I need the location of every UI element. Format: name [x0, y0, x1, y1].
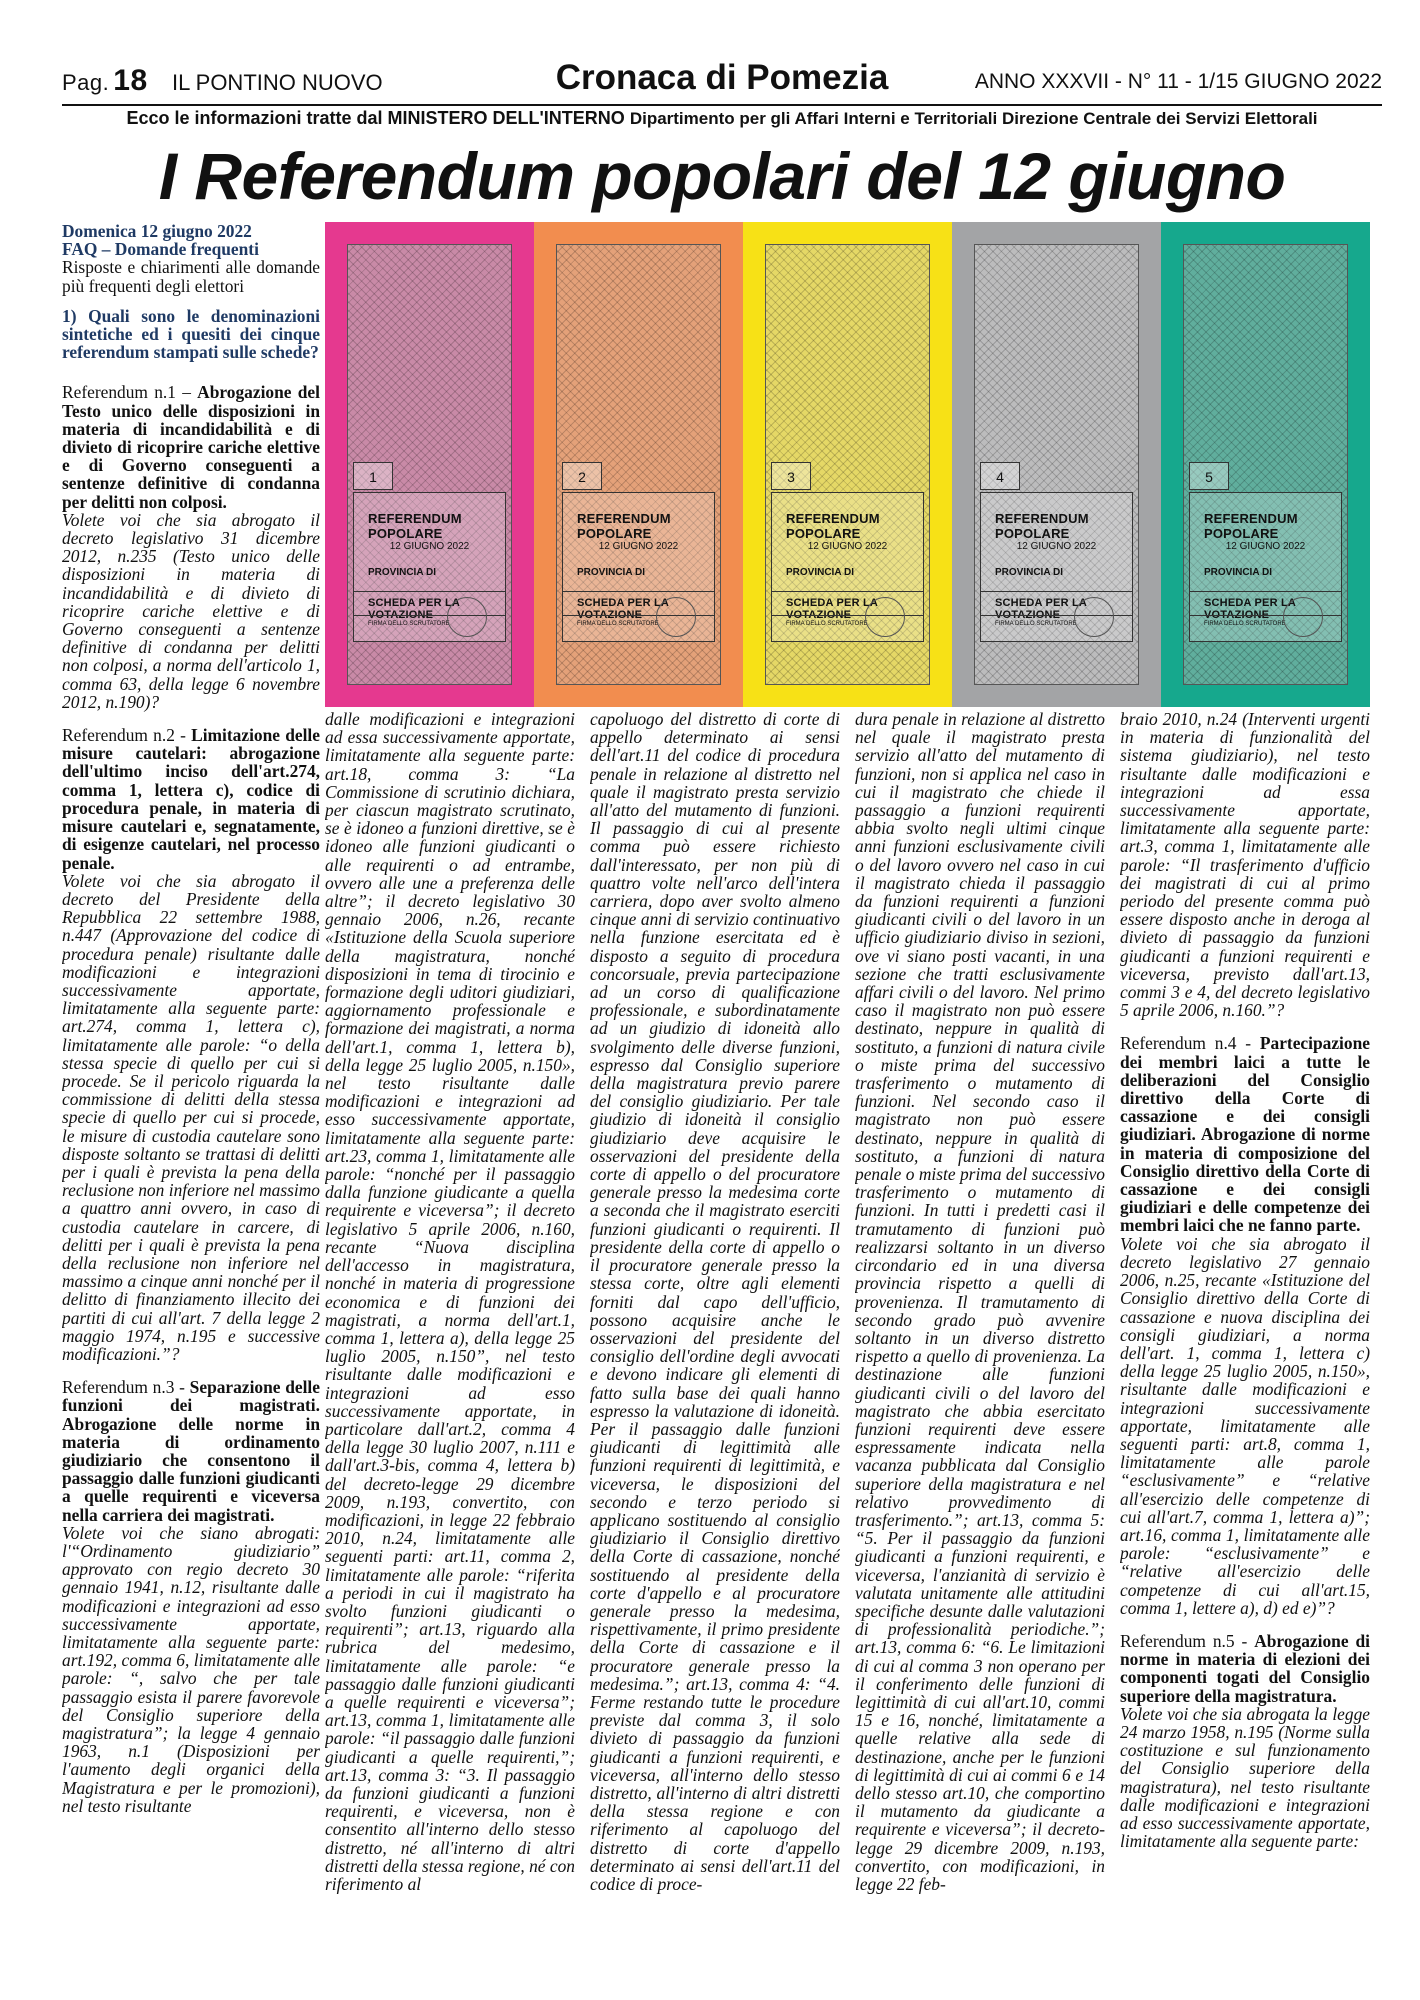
referendum-4-text: Volete voi che sia abrogato il decreto legislativo 27 gennaio 2006, n.25, recante «Istituzione del Consiglio direttivo della Corte di cassazione e nuova disciplina dei consigli giudiziari, a norma dell'art. 1, comma 1, lettera c) della legge 25 luglio 2005, n.150», risultante dalle modificazioni e integrazioni successivamente apportate, limitatamente alle seguenti parti: art.8, comma 1, limitatamente alle parole “esclusivamente” e “relative all'esercizio delle competenze di cui all'art.7, comma 1, lettera a)”; art.16, comma 1, limitatamente alle parole: “esclusivamente” e “relative all'esercizio delle competenze di cui all'art.15, comma 1, lettere a), d) ed e)”? [1120, 1233, 1370, 1618]
ballot-stamp-circle [1283, 597, 1323, 637]
ballot-number: 2 [562, 462, 602, 490]
ballot-title: REFERENDUM POPOLARE [995, 511, 1089, 541]
referendum-3-text: Volete voi che siano abrogati: l'“Ordinamento giudiziario” approvato con regio decreto 30 gennaio 1941, n.12, risultante dalle modificazioni e integrazioni ad esso successivamente apportate, limitatamente alla seguente parte: art.192, comma 6, limitatamente alle parole: “, salvo che per tale passaggio esista il parere favorevole del Consiglio superiore della magistratura”; la legge 4 gennaio 1963, n.1 (Disposizioni per l'aumento degli organici della Magistratura e per le promozioni), nel testo risultante [62, 1522, 320, 1816]
text-column-1 [62, 222, 320, 1957]
ballot-province: PROVINCIA DI [786, 567, 854, 578]
ballot-label-box [771, 492, 924, 642]
referendum-2-text: Volete voi che sia abrogato il decreto del Presidente della Repubblica 22 settembre 1988, n.447 (Approvazione del codice di procedura penale) risultante dalle modificazioni e integrazioni successivamente apportate, limitatamente alla seguente parte: art.274, comma 1, lettera c), limitatamente alle parole: “o della stessa specie di quello per cui si procede. Se il pericolo riguarda la commissione di delitti della stessa specie di quello per cui si procede, le misure di custodia cautelare sono disposte soltanto se trattasi di delitti per i quali è prevista la pena della reclusione non inferiore nel massimo a quattro anni ovvero, in caso di custodia cautelare in carcere, di delitti per i quali è prevista la pena della reclusione non inferiore nel massimo a cinque anni nonché per il delitto di finanziamento illecito dei partiti di cui all'art. 7 della legge 2 maggio 1974, n.195 e successive modificazioni.”? [62, 870, 320, 1364]
ballot-date: 12 GIUGNO 2022 [1225, 541, 1306, 552]
ballot-4 [952, 222, 1161, 707]
referendum-1 [62, 383, 320, 711]
referendum-2 [62, 726, 320, 1363]
faq-intro: Risposte e chiarimenti alle domande più frequenti degli elettori [62, 257, 320, 296]
referendum-5 [1120, 1632, 1370, 1850]
referendum-4 [1120, 1034, 1370, 1617]
referendum-5-text: Volete voi che sia abrogata la legge 24 marzo 1958, n.195 (Norme sulla costituzione e sul funzionamento del Consiglio superiore della magistratura), nel testo risultante dalle modificazioni e integrazioni ad esso successivamente apportate, limitatamente alla seguente parte: [1120, 1703, 1370, 1852]
ballot-title: REFERENDUM POPOLARE [577, 511, 671, 541]
source-intro: Ecco le informazioni tratte dal MINISTERO DELL'INTERNO [126, 108, 625, 128]
ballot-firma: FIRMA DELLO SCRUTATORE [1204, 621, 1286, 627]
referendum-5-label: Referendum n.5 - [1120, 1630, 1248, 1651]
faq-title: FAQ – Domande frequenti [62, 239, 259, 260]
column-5-text: braio 2010, n.24 (Interventi urgenti in materia di funzionalità del sistema giudiziario), nel testo risultante dalle modificazioni e integrazioni ad essa successivamente apportate, limitatamente alla seguente parte: art.3, comma 1, limitatamente alle parole: “Il trasferimento d'ufficio dei magistrati di cui al primo periodo del presente comma può essere disposto anche in deroga al divieto di passaggio da funzioni giudicanti a funzioni requirenti e viceversa, previsto dall'art.13, commi 3 e 4, del decreto legislativo 5 aprile 2006, n.160.”? [1120, 710, 1370, 1021]
text-column-4 [855, 710, 1105, 1958]
text-column-2 [325, 710, 575, 1958]
date-line: Domenica 12 giugno 2022 [62, 222, 252, 241]
issue-info: ANNO XXXVII - N° 11 - 1/15 GIUGNO 2022 [974, 70, 1382, 93]
ballot-province: PROVINCIA DI [368, 567, 436, 578]
ballot-1 [325, 222, 534, 707]
referendum-1-text: Volete voi che sia abrogato il decreto legislativo 31 dicembre 2012, n.235 (Testo unico delle disposizioni in materia di incandidabilità e di divieto di ricoprire cariche elettive e di Governo conseguenti a sentenze definitive di condanna per delitti non colposi, a norma dell'articolo 1, comma 63, della legge 6 novembre 2012, n.190)? [62, 509, 320, 712]
ballot-label-box [562, 492, 715, 642]
ballot-title: REFERENDUM POPOLARE [786, 511, 880, 541]
referendum-3-title: Separazione delle funzioni dei magistrati. Abrogazione delle norme in materia di ordinamento giudiziario che consentono il passaggio dalle funzioni giudicanti a quelle requirenti e viceversa nella carriera dei magistrati. [62, 1377, 320, 1525]
ballot-province: PROVINCIA DI [577, 567, 645, 578]
ballot-firma: FIRMA DELLO SCRUTATORE [786, 621, 868, 627]
ballot-firma: FIRMA DELLO SCRUTATORE [577, 621, 659, 627]
ballot-date: 12 GIUGNO 2022 [389, 541, 470, 552]
ballot-scheda: SCHEDA PER LA VOTAZIONE [368, 597, 460, 621]
ballot-3 [743, 222, 952, 707]
ballot-stamp-circle [1074, 597, 1114, 637]
ballot-label-box [353, 492, 506, 642]
page-number: 18 [113, 64, 148, 97]
ballot-stamp-circle [865, 597, 905, 637]
text-column-3 [590, 710, 840, 1958]
ballot-date: 12 GIUGNO 2022 [598, 541, 679, 552]
ballot-scheda: SCHEDA PER LA VOTAZIONE [1204, 597, 1296, 621]
ballot-province: PROVINCIA DI [1204, 567, 1272, 578]
referendum-5-title: Abrogazione di norme in materia di elezioni dei componenti togati del Consiglio superiore della magistratura. [1120, 1630, 1370, 1706]
referendum-1-label: Referendum n.1 – [62, 382, 191, 403]
ballot-stamp-circle [447, 597, 487, 637]
ballot-date: 12 GIUGNO 2022 [1016, 541, 1097, 552]
ballot-title: REFERENDUM POPOLARE [1204, 511, 1298, 541]
ballot-number: 5 [1189, 462, 1229, 490]
ballot-title: REFERENDUM POPOLARE [368, 511, 462, 541]
ballot-images [325, 222, 1370, 707]
page-label: Pag. 18 [62, 64, 148, 97]
source-line [62, 108, 1382, 129]
referendum-1-title: Abrogazione del Testo unico delle disposizioni in materia di incandidabilità e di divieto di ricoprire cariche elettive e di Governo conseguenti a sentenze definitive di condanna per delitti non colposi. [62, 382, 320, 512]
ballot-firma: FIRMA DELLO SCRUTATORE [995, 621, 1077, 627]
ballot-number: 1 [353, 462, 393, 490]
source-rest: Dipartimento per gli Affari Interni e Territoriali Direzione Centrale dei Servizi Elettorali [629, 109, 1318, 128]
ballot-scheda: SCHEDA PER LA VOTAZIONE [786, 597, 878, 621]
ballot-stamp-circle [656, 597, 696, 637]
ballot-number: 4 [980, 462, 1020, 490]
ballot-label-box [980, 492, 1133, 642]
column-2-text: dalle modificazioni e integrazioni ad essa successivamente apportate, limitatamente alla seguente parte: art.18, comma 3: “La Commissione di scrutinio dichiara, per ciascun magistrato scrutinato, se è idoneo a funzioni direttive, se è idoneo alle funzioni giudicanti o alle requirenti o ad entrambe, ovvero alle une a preferenza delle altre”; il decreto legislativo 30 gennaio 2006, n.26, recante «Istituzione della Scuola superiore della magistratura, nonché disposizioni in tema di tirocinio e formazione degli uditori giudiziari, aggiornamento professionale e formazione dei magistrati, a norma dell'art.1, comma 1, lettera b), della legge 25 luglio 2005, n.150», nel testo risultante dalle modificazioni e integrazioni ad esso successivamente apportate, limitatamente alla seguente parte: art.23, comma 1, limitatamente alle parole: “nonché per il passaggio dalla funzione giudicante a quella requirente e viceversa”; il decreto legislativo 5 aprile 2006, n.160, recante “Nuova disciplina dell'accesso in magistratura, nonché in materia di progressione economica e di funzioni dei magistrati, a norma dell'art.1, comma 1, lettera a), della legge 25 luglio 2005, n.150”, nel testo risultante dalle modificazioni e integrazioni ad esso successivamente apportate, in particolare dall'art.2, comma 4 della legge 30 luglio 2007, n.111 e dall'art.3-bis, comma 4, lettera b) del decreto-legge 29 dicembre 2009, n.193, convertito, con modificazioni, in legge 22 febbraio 2010, n.24, limitatamente alle seguenti parti: art.11, comma 2, limitatamente alle parole: “riferita a periodi in cui il magistrato ha svolto funzioni giudicanti o requirenti”; art.13, riguardo alla rubrica del medesimo, limitatamente alle parole: “e passaggio dalle funzioni giudicanti a quelle requirenti e viceversa”; art.13, comma 1, limitatamente alle parole: “il passaggio dalle funzioni giudicanti a quelle requirenti,”; art.13, comma 3: “3. Il passaggio da funzioni giudicanti a funzioni requirenti, e viceversa, non è consentito all'interno dello stesso distretto, né all'interno di altri distretti della stessa regione, né con riferimento al [325, 710, 575, 1894]
ballot-scheda: SCHEDA PER LA VOTAZIONE [995, 597, 1087, 621]
ballot-2 [534, 222, 743, 707]
referendum-2-label: Referendum n.2 - [62, 725, 186, 746]
referendum-3 [62, 1378, 320, 1815]
column-3-text: capoluogo del distretto di corte di appello determinato ai sensi dell'art.11 del codice di procedura penale in relazione al distretto nel quale il magistrato presta servizio all'atto del mutamento di funzioni. Il passaggio di cui al presente comma può essere richiesto dall'interessato, per non più di quattro volte nell'arco dell'intera carriera, dopo aver svolto almeno cinque anni di servizio continuativo nella funzione esercitata ed è disposto a seguito di procedura concorsuale, previa partecipazione ad un corso di qualificazione professionale, e subordinatamente ad un giudizio di idoneità allo svolgimento delle diverse funzioni, espresso dal Consiglio superiore della magistratura previo parere del consiglio giudiziario. Per tale giudizio di idoneità il consiglio giudiziario deve acquisire le osservazioni del presidente della corte di appello o del procuratore generale presso la medesima corte a seconda che il magistrato eserciti funzioni giudicanti o requirenti. Il presidente della corte di appello o il procuratore generale presso la stessa corte, oltre agli elementi forniti dal capo dell'ufficio, possono acquisire anche le osservazioni del presidente del consiglio dell'ordine degli avvocati e devono indicare gli elementi di fatto sulla base dei quali hanno espresso la valutazione di idoneità. Per il passaggio dalle funzioni giudicanti di legittimità alle funzioni requirenti di legittimità, e viceversa, le disposizioni del secondo e terzo periodo si applicano sostituendo al consiglio giudiziario il Consiglio direttivo della Corte di cassazione, nonché sostituendo al presidente della corte d'appello e al procuratore generale presso la medesima, rispettivamente, il primo presidente della Corte di cassazione e il procuratore generale presso la medesima.”; art.13, comma 4: “4. Ferme restando tutte le procedure previste dal comma 3, il solo divieto di passaggio da funzioni giudicanti a funzioni requirenti, e viceversa, all'interno dello stesso distretto, all'interno di altri distretti della stessa regione e con riferimento al capoluogo del distretto di corte d'appello determinato ai sensi dell'art.11 del codice di proce- [590, 710, 840, 1894]
paper-name: IL PONTINO NUOVO [172, 70, 383, 95]
ballot-scheda: SCHEDA PER LA VOTAZIONE [577, 597, 669, 621]
ballot-label-box [1189, 492, 1342, 642]
referendum-3-label: Referendum n.3 - [62, 1377, 185, 1398]
section-title: Cronaca di Pomezia [555, 58, 889, 97]
headline: I Referendum popolari del 12 giugno [158, 139, 1286, 213]
ballot-date: 12 GIUGNO 2022 [807, 541, 888, 552]
referendum-2-title: Limitazione delle misure cautelari: abrogazione dell'ultimo inciso dell'art.274, comma 1, lettera c), codice di procedura penale, in materia di misure cautelari e, segnatamente, di esigenze cautelari, nel processo penale. [62, 725, 320, 873]
column-4-text: dura penale in relazione al distretto nel quale il magistrato presta servizio all'atto del mutamento di funzioni, non si applica nel caso in cui il magistrato che chiede il passaggio a funzioni requirenti abbia svolto negli ultimi cinque anni funzioni esclusivamente civili o del lavoro ovvero nel caso in cui il magistrato chieda il passaggio da funzioni requirenti a funzioni giudicanti civili o del lavoro in un ufficio giudiziario diviso in sezioni, ove vi siano posti vacanti, in una sezione che tratti esclusivamente affari civili o del lavoro. Nel primo caso il magistrato non può essere destinato, neppure in qualità di sostituto, a funzioni di natura civile o miste prima del successivo trasferimento o mutamento di funzioni. Nel secondo caso il magistrato non può essere destinato, neppure in qualità di sostituto, a funzioni di natura penale o miste prima del successivo trasferimento o mutamento di funzioni. In tutti i predetti casi il tramutamento di funzioni può realizzarsi soltanto in un diverso circondario ed in una diversa provincia rispetto a quelli di provenienza. Il tramutamento di secondo grado può avvenire soltanto in un diverso distretto rispetto a quello di provenienza. La destinazione alle funzioni giudicanti civili o del lavoro del magistrato che abbia esercitato funzioni requirenti deve essere espressamente indicata nella vacanza pubblicata dal Consiglio superiore della magistratura e nel relativo provvedimento di trasferimento.”; art.13, comma 5: “5. Per il passaggio da funzioni giudicanti a funzioni requirenti, e viceversa, l'anzianità di servizio è valutata unitamente alle attitudini specifiche desunte dalle valutazioni di professionalità periodiche.”; art.13, comma 6: “6. Le limitazioni di cui al comma 3 non operano per il conferimento delle funzioni di legittimità di cui all'art.10, commi 15 e 16, nonché, limitatamente a quelle relative alla sede di destinazione, anche per le funzioni di legittimità di cui ai commi 6 e 14 dello stesso art.10, che comportino il mutamento da giudicante a requirente e viceversa”; il decreto-legge 29 dicembre 2009, n.193, convertito, con modificazioni, in legge 22 feb- [855, 710, 1105, 1894]
referendum-4-label: Referendum n.4 - [1120, 1033, 1252, 1054]
masthead [62, 58, 1382, 106]
referendum-4-title: Partecipazione dei membri laici a tutte le deliberazioni del Consiglio direttivo della Corte di cassazione e dei consigli giudiziari. Abrogazione di norme in materia di composizione del Consiglio direttivo della Corte di cassazione e dei consigli giudiziari e delle competenze dei membri laici che ne fanno parte. [1120, 1033, 1370, 1236]
ballot-firma: FIRMA DELLO SCRUTATORE [368, 621, 450, 627]
text-column-5 [1120, 710, 1370, 1958]
ballot-5 [1161, 222, 1370, 707]
question-1: 1) Quali sono le denominazioni sintetiche ed i quesiti dei cinque referendum stampati sulle schede? [62, 305, 320, 363]
ballot-province: PROVINCIA DI [995, 567, 1063, 578]
ballot-number: 3 [771, 462, 811, 490]
